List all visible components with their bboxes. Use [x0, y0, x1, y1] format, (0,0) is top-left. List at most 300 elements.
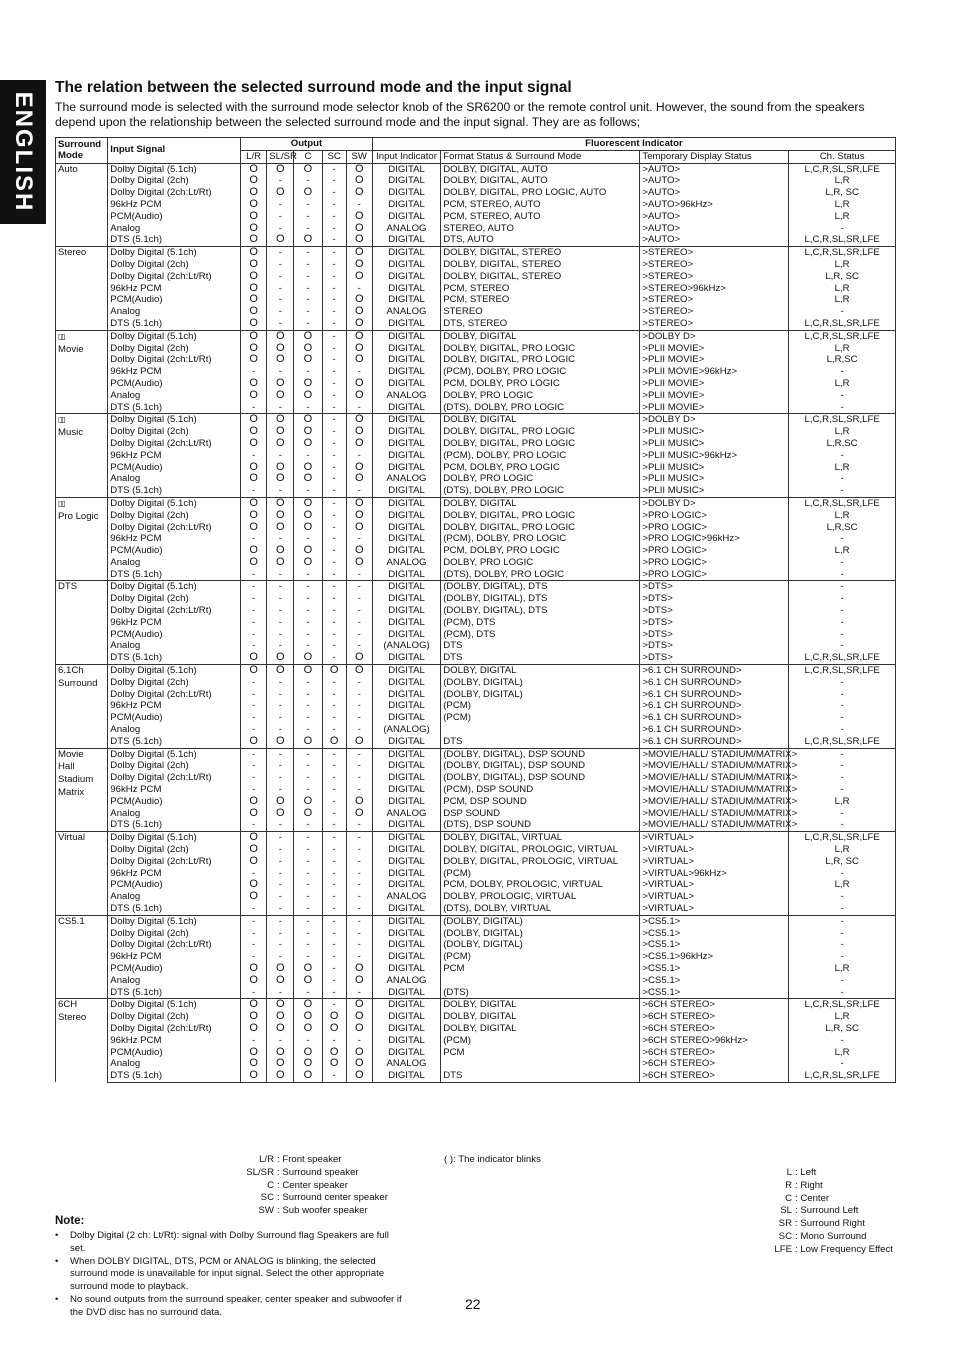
input-signal-cell: Dolby Digital (2ch:Lt/Rt) — [108, 522, 241, 534]
ch-status-cell: L,R — [789, 294, 896, 306]
temp-display-cell: >PRO LOGIC> — [640, 545, 789, 557]
out-c-cell: - — [294, 951, 322, 963]
legend-item — [238, 1180, 388, 1193]
out-sw-cell: O — [346, 187, 372, 199]
out-sc-cell: - — [322, 712, 346, 724]
out-sc-cell: - — [322, 760, 346, 772]
input-signal-cell: 96kHz PCM — [108, 450, 241, 462]
out-slsr-cell: - — [267, 593, 294, 605]
ch-status-cell: L,R — [789, 545, 896, 557]
out-sc-cell: - — [322, 223, 346, 235]
out-sw-cell: O — [346, 271, 372, 283]
out-sc-cell: - — [322, 318, 346, 330]
out-c-cell: - — [294, 593, 322, 605]
out-lr-cell: - — [241, 928, 267, 940]
out-slsr-cell: - — [267, 784, 294, 796]
out-sw-cell: O — [346, 318, 372, 330]
format-status-cell: DOLBY, PRO LOGIC — [441, 390, 640, 402]
legend-value: : Surround center speaker — [277, 1192, 388, 1204]
out-lr-cell: O — [241, 963, 267, 975]
input-signal-cell: PCM(Audio) — [108, 378, 241, 390]
input-indicator-cell: DIGITAL — [372, 402, 440, 414]
out-sw-cell: O — [346, 1011, 372, 1023]
out-slsr-cell: - — [267, 617, 294, 629]
ch-status-cell: L,R — [789, 510, 896, 522]
out-lr-cell: O — [241, 187, 267, 199]
temp-display-cell: >DOLBY D> — [640, 330, 789, 342]
out-slsr-cell: - — [267, 844, 294, 856]
input-indicator-cell: ANALOG — [372, 1058, 440, 1070]
temp-display-cell: >DTS> — [640, 605, 789, 617]
out-lr-cell: O — [241, 557, 267, 569]
out-sw-cell: - — [346, 724, 372, 736]
input-indicator-cell: DIGITAL — [372, 294, 440, 306]
input-signal-cell: Dolby Digital (2ch:Lt/Rt) — [108, 438, 241, 450]
ch-status-cell: L,C,R,SL,SR,LFE — [789, 1070, 896, 1082]
out-lr-cell: O — [241, 975, 267, 987]
out-c-cell: - — [294, 283, 322, 295]
ch-status-cell: L,R,SC — [789, 438, 896, 450]
channel-legend — [768, 1167, 893, 1257]
temp-display-cell: >DTS> — [640, 640, 789, 652]
out-sw-cell: - — [346, 760, 372, 772]
out-slsr-cell: O — [267, 330, 294, 342]
input-signal-cell: Dolby Digital (2ch) — [108, 1011, 241, 1023]
format-status-cell: DOLBY, DIGITAL, STEREO — [441, 271, 640, 283]
format-status-cell: DOLBY, PROLOGIC, VIRTUAL — [441, 891, 640, 903]
out-slsr-cell: - — [267, 175, 294, 187]
temp-display-cell: >VIRTUAL>96kHz> — [640, 868, 789, 880]
format-status-cell — [441, 724, 640, 736]
out-lr-cell: - — [241, 402, 267, 414]
input-signal-cell: Dolby Digital (5.1ch) — [108, 915, 241, 927]
ch-status-cell: L,C,R,SL,SR,LFE — [789, 318, 896, 330]
out-sw-cell: O — [346, 330, 372, 342]
out-slsr-cell: - — [267, 891, 294, 903]
format-status-cell: (DTS), DSP SOUND — [441, 819, 640, 831]
out-slsr-cell: O — [267, 473, 294, 485]
ch-status-cell: L,R — [789, 796, 896, 808]
table-row — [56, 283, 896, 295]
out-c-cell: - — [294, 199, 322, 211]
temp-display-cell: >AUTO>96kHz> — [640, 199, 789, 211]
temp-display-cell: >PLII MOVIE> — [640, 343, 789, 355]
temp-display-cell: >STEREO> — [640, 294, 789, 306]
out-sc-cell: - — [322, 462, 346, 474]
table-row — [56, 426, 896, 438]
out-lr-cell: O — [241, 652, 267, 664]
format-status-cell: (PCM), DSP SOUND — [441, 784, 640, 796]
out-sc-cell: - — [322, 772, 346, 784]
input-indicator-cell: DIGITAL — [372, 629, 440, 641]
format-status-cell: PCM, DSP SOUND — [441, 796, 640, 808]
table-row — [56, 581, 896, 593]
legend-item — [768, 1205, 893, 1218]
out-c-cell: - — [294, 211, 322, 223]
surround-mode-cell — [56, 832, 108, 916]
out-c-cell: - — [294, 939, 322, 951]
table-row — [56, 330, 896, 342]
input-signal-cell: PCM(Audio) — [108, 879, 241, 891]
input-signal-cell: 96kHz PCM — [108, 617, 241, 629]
input-signal-cell: Analog — [108, 390, 241, 402]
out-sc-cell: - — [322, 426, 346, 438]
out-sc-cell: - — [322, 640, 346, 652]
out-c-cell: - — [294, 223, 322, 235]
out-sw-cell: O — [346, 736, 372, 748]
out-sw-cell: - — [346, 903, 372, 915]
table-row — [56, 175, 896, 187]
legend-value: : Sub woofer speaker — [277, 1205, 368, 1217]
out-slsr-cell: O — [267, 545, 294, 557]
out-sc-cell: - — [322, 510, 346, 522]
format-status-cell: DOLBY, DIGITAL, PRO LOGIC — [441, 354, 640, 366]
ch-status-cell: L,C,R,SL,SR,LFE — [789, 234, 896, 246]
out-sc-cell: - — [322, 366, 346, 378]
header-output: Output — [241, 138, 373, 151]
input-indicator-cell: DIGITAL — [372, 366, 440, 378]
table-row — [56, 999, 896, 1011]
out-c-cell: - — [294, 450, 322, 462]
out-c-cell: O — [294, 1070, 322, 1082]
input-indicator-cell: DIGITAL — [372, 581, 440, 593]
out-c-cell: - — [294, 819, 322, 831]
header-format-status: Format Status & Surround Mode — [441, 150, 640, 163]
format-status-cell: DTS — [441, 1070, 640, 1082]
out-c-cell: O — [294, 652, 322, 664]
temp-display-cell: >CS5.1> — [640, 963, 789, 975]
out-sc-cell: - — [322, 856, 346, 868]
surround-mode-label: Stereo — [58, 247, 87, 259]
input-indicator-cell: DIGITAL — [372, 677, 440, 689]
input-indicator-cell: DIGITAL — [372, 772, 440, 784]
format-status-cell: DOLBY, DIGITAL, PRO LOGIC — [441, 522, 640, 534]
dolby-logo-icon: ▯▯ — [58, 415, 65, 425]
input-indicator-cell: DIGITAL — [372, 700, 440, 712]
out-lr-cell: O — [241, 390, 267, 402]
input-indicator-cell: DIGITAL — [372, 617, 440, 629]
format-status-cell — [441, 975, 640, 987]
temp-display-cell: >6.1 CH SURROUND> — [640, 712, 789, 724]
out-c-cell: O — [294, 736, 322, 748]
out-c-cell: O — [294, 557, 322, 569]
ch-status-cell: L,R — [789, 343, 896, 355]
format-status-cell — [441, 1058, 640, 1070]
format-status-cell: (PCM) — [441, 712, 640, 724]
input-signal-cell: Dolby Digital (2ch) — [108, 510, 241, 522]
out-sw-cell: O — [346, 175, 372, 187]
input-indicator-cell: DIGITAL — [372, 438, 440, 450]
input-indicator-cell: DIGITAL — [372, 163, 440, 175]
input-indicator-cell: DIGITAL — [372, 1023, 440, 1035]
input-signal-cell: 96kHz PCM — [108, 868, 241, 880]
legend-key: SL/SR — [246, 1166, 274, 1178]
out-sc-cell: - — [322, 390, 346, 402]
out-sw-cell: - — [346, 677, 372, 689]
input-signal-cell: PCM(Audio) — [108, 294, 241, 306]
out-c-cell: - — [294, 879, 322, 891]
input-signal-cell: Analog — [108, 891, 241, 903]
input-signal-cell: Dolby Digital (2ch:Lt/Rt) — [108, 772, 241, 784]
temp-display-cell: >6.1 CH SURROUND> — [640, 736, 789, 748]
input-signal-cell: Dolby Digital (2ch) — [108, 760, 241, 772]
table-row — [56, 819, 896, 831]
out-slsr-cell: O — [267, 522, 294, 534]
out-lr-cell: - — [241, 868, 267, 880]
format-status-cell: (DOLBY, DIGITAL) — [441, 689, 640, 701]
out-sw-cell: O — [346, 438, 372, 450]
out-c-cell: - — [294, 1035, 322, 1047]
out-lr-cell: O — [241, 522, 267, 534]
out-sw-cell: O — [346, 545, 372, 557]
header-fluorescent-indicator: Fluorescent Indicator — [372, 138, 895, 151]
out-lr-cell: - — [241, 533, 267, 545]
out-sc-cell: - — [322, 832, 346, 844]
out-sc-cell: - — [322, 891, 346, 903]
format-status-cell: DOLBY, DIGITAL, PRO LOGIC, AUTO — [441, 187, 640, 199]
out-c-cell: O — [294, 665, 322, 677]
legend-key: SR — [778, 1218, 792, 1230]
format-status-cell: PCM, DOLBY, PRO LOGIC — [441, 462, 640, 474]
out-c-cell: - — [294, 629, 322, 641]
input-signal-cell: Dolby Digital (2ch:Lt/Rt) — [108, 856, 241, 868]
out-slsr-cell: - — [267, 211, 294, 223]
format-status-cell: DOLBY, DIGITAL, PROLOGIC, VIRTUAL — [441, 844, 640, 856]
out-c-cell: O — [294, 438, 322, 450]
surround-mode-cell — [56, 330, 108, 414]
ch-status-cell: - — [789, 939, 896, 951]
out-sc-cell: - — [322, 247, 346, 259]
out-slsr-cell: - — [267, 366, 294, 378]
format-status-cell: DTS — [441, 652, 640, 664]
surround-mode-label: Movie — [58, 343, 84, 355]
table-row — [56, 199, 896, 211]
input-indicator-cell: DIGITAL — [372, 426, 440, 438]
table-row — [56, 593, 896, 605]
out-lr-cell: - — [241, 640, 267, 652]
surround-mode-label: DTS — [58, 581, 78, 593]
input-indicator-cell: DIGITAL — [372, 450, 440, 462]
input-signal-cell: PCM(Audio) — [108, 545, 241, 557]
format-status-cell: DOLBY, DIGITAL, AUTO — [441, 163, 640, 175]
table-row — [56, 187, 896, 199]
table-row — [56, 891, 896, 903]
out-lr-cell: - — [241, 903, 267, 915]
ch-status-cell: L,R — [789, 1047, 896, 1059]
out-sc-cell: O — [322, 665, 346, 677]
input-signal-cell: Analog — [108, 640, 241, 652]
out-sc-cell: O — [322, 1047, 346, 1059]
surround-mode-cell — [56, 748, 108, 832]
out-lr-cell: - — [241, 677, 267, 689]
input-indicator-cell: ANALOG — [372, 473, 440, 485]
table-row — [56, 533, 896, 545]
temp-display-cell: >MOVIE/HALL/ STADIUM/MATRIX> — [640, 772, 789, 784]
table-row — [56, 354, 896, 366]
input-signal-cell: Dolby Digital (5.1ch) — [108, 832, 241, 844]
surround-mode-cell — [56, 497, 108, 581]
out-sw-cell: - — [346, 987, 372, 999]
out-sw-cell: - — [346, 700, 372, 712]
out-sw-cell: - — [346, 868, 372, 880]
legend-key: R — [785, 1179, 792, 1191]
out-sc-cell: - — [322, 211, 346, 223]
temp-display-cell: >PLII MUSIC> — [640, 426, 789, 438]
legend-item — [238, 1205, 388, 1218]
table-row — [56, 652, 896, 664]
surround-mode-label: 6.1Ch — [58, 665, 84, 677]
out-slsr-cell: O — [267, 414, 294, 426]
input-indicator-cell: DIGITAL — [372, 939, 440, 951]
language-tab — [0, 80, 46, 224]
temp-display-cell: >PLII MUSIC>96kHz> — [640, 450, 789, 462]
temp-display-cell: >VIRTUAL> — [640, 879, 789, 891]
format-status-cell: (DOLBY, DIGITAL), DTS — [441, 581, 640, 593]
out-slsr-cell: - — [267, 450, 294, 462]
out-lr-cell: O — [241, 343, 267, 355]
out-lr-cell: - — [241, 485, 267, 497]
out-c-cell: O — [294, 330, 322, 342]
out-c-cell: - — [294, 748, 322, 760]
out-slsr-cell: O — [267, 462, 294, 474]
ch-status-cell: L,R — [789, 844, 896, 856]
format-status-cell: DOLBY, PRO LOGIC — [441, 473, 640, 485]
table-row — [56, 832, 896, 844]
input-indicator-cell: DIGITAL — [372, 1070, 440, 1082]
format-status-cell: DOLBY, DIGITAL, PRO LOGIC — [441, 426, 640, 438]
input-indicator-cell: DIGITAL — [372, 259, 440, 271]
input-signal-cell: PCM(Audio) — [108, 796, 241, 808]
out-sw-cell: - — [346, 640, 372, 652]
input-indicator-cell: DIGITAL — [372, 234, 440, 246]
out-slsr-cell: O — [267, 163, 294, 175]
out-c-cell: O — [294, 999, 322, 1011]
ch-status-cell: - — [789, 689, 896, 701]
surround-mode-cell — [56, 581, 108, 665]
out-sw-cell: O — [346, 497, 372, 509]
input-signal-cell: DTS (5.1ch) — [108, 234, 241, 246]
out-c-cell: - — [294, 569, 322, 581]
ch-status-cell: - — [789, 868, 896, 880]
out-lr-cell: O — [241, 211, 267, 223]
out-sc-cell: - — [322, 700, 346, 712]
out-sc-cell: - — [322, 234, 346, 246]
table-row — [56, 462, 896, 474]
out-lr-cell: O — [241, 545, 267, 557]
ch-status-cell: - — [789, 915, 896, 927]
legend-item — [238, 1167, 388, 1180]
out-sw-cell: O — [346, 1047, 372, 1059]
out-c-cell: - — [294, 271, 322, 283]
ch-status-cell: - — [789, 306, 896, 318]
format-status-cell: PCM, STEREO — [441, 283, 640, 295]
out-lr-cell: O — [241, 234, 267, 246]
out-slsr-cell: - — [267, 605, 294, 617]
out-sc-cell: - — [322, 187, 346, 199]
out-lr-cell: - — [241, 724, 267, 736]
out-slsr-cell: O — [267, 378, 294, 390]
out-lr-cell: O — [241, 736, 267, 748]
out-sc-cell: - — [322, 724, 346, 736]
table-row — [56, 390, 896, 402]
table-row — [56, 510, 896, 522]
out-lr-cell: O — [241, 999, 267, 1011]
format-status-cell: DOLBY, DIGITAL — [441, 999, 640, 1011]
table-row — [56, 605, 896, 617]
temp-display-cell: >AUTO> — [640, 223, 789, 235]
out-slsr-cell: - — [267, 819, 294, 831]
out-lr-cell: O — [241, 354, 267, 366]
input-signal-cell: Dolby Digital (2ch:Lt/Rt) — [108, 354, 241, 366]
out-slsr-cell: O — [267, 963, 294, 975]
input-indicator-cell: DIGITAL — [372, 652, 440, 664]
out-c-cell: - — [294, 915, 322, 927]
input-signal-cell: Dolby Digital (5.1ch) — [108, 665, 241, 677]
out-c-cell: O — [294, 796, 322, 808]
out-sc-cell: - — [322, 522, 346, 534]
input-indicator-cell: DIGITAL — [372, 569, 440, 581]
out-c-cell: - — [294, 259, 322, 271]
input-signal-cell: 96kHz PCM — [108, 199, 241, 211]
input-indicator-cell: DIGITAL — [372, 462, 440, 474]
table-row — [56, 951, 896, 963]
out-slsr-cell: O — [267, 796, 294, 808]
out-sw-cell: O — [346, 306, 372, 318]
input-signal-cell: Dolby Digital (2ch) — [108, 426, 241, 438]
out-c-cell: - — [294, 724, 322, 736]
table-row — [56, 259, 896, 271]
out-slsr-cell: O — [267, 1058, 294, 1070]
table-row — [56, 915, 896, 927]
out-lr-cell: O — [241, 473, 267, 485]
temp-display-cell: >PLII MUSIC> — [640, 438, 789, 450]
ch-status-cell: - — [789, 891, 896, 903]
input-indicator-cell: DIGITAL — [372, 414, 440, 426]
input-indicator-cell: DIGITAL — [372, 271, 440, 283]
ch-status-cell: L,C,R,SL,SR,LFE — [789, 652, 896, 664]
temp-display-cell: >MOVIE/HALL/ STADIUM/MATRIX> — [640, 784, 789, 796]
temp-display-cell: >VIRTUAL> — [640, 832, 789, 844]
out-sc-cell: - — [322, 283, 346, 295]
input-signal-cell: Dolby Digital (2ch:Lt/Rt) — [108, 271, 241, 283]
legend-value: : Low Frequency Effect — [795, 1243, 893, 1255]
out-sw-cell: O — [346, 247, 372, 259]
input-indicator-cell: DIGITAL — [372, 199, 440, 211]
table-row — [56, 796, 896, 808]
ch-status-cell: L,C,R,SL,SR,LFE — [789, 665, 896, 677]
legend-value: : Center speaker — [277, 1179, 348, 1191]
out-sw-cell: O — [346, 808, 372, 820]
out-sc-cell: - — [322, 294, 346, 306]
surround-mode-label: Movie — [58, 748, 84, 760]
format-status-cell: (DOLBY, DIGITAL), DSP SOUND — [441, 748, 640, 760]
out-slsr-cell: - — [267, 868, 294, 880]
temp-display-cell: >MOVIE/HALL/ STADIUM/MATRIX> — [640, 819, 789, 831]
input-signal-cell: Analog — [108, 808, 241, 820]
out-sw-cell: O — [346, 522, 372, 534]
legend-item — [238, 1154, 388, 1167]
out-c-cell: O — [294, 497, 322, 509]
out-sw-cell: O — [346, 462, 372, 474]
format-status-cell: (PCM), DOLBY, PRO LOGIC — [441, 366, 640, 378]
temp-display-cell: >6CH STEREO> — [640, 1058, 789, 1070]
temp-display-cell: >6CH STEREO> — [640, 1070, 789, 1082]
out-sw-cell: - — [346, 844, 372, 856]
legend-key: SC — [260, 1192, 274, 1204]
out-sw-cell: - — [346, 485, 372, 497]
out-sc-cell: - — [322, 354, 346, 366]
out-slsr-cell: - — [267, 271, 294, 283]
